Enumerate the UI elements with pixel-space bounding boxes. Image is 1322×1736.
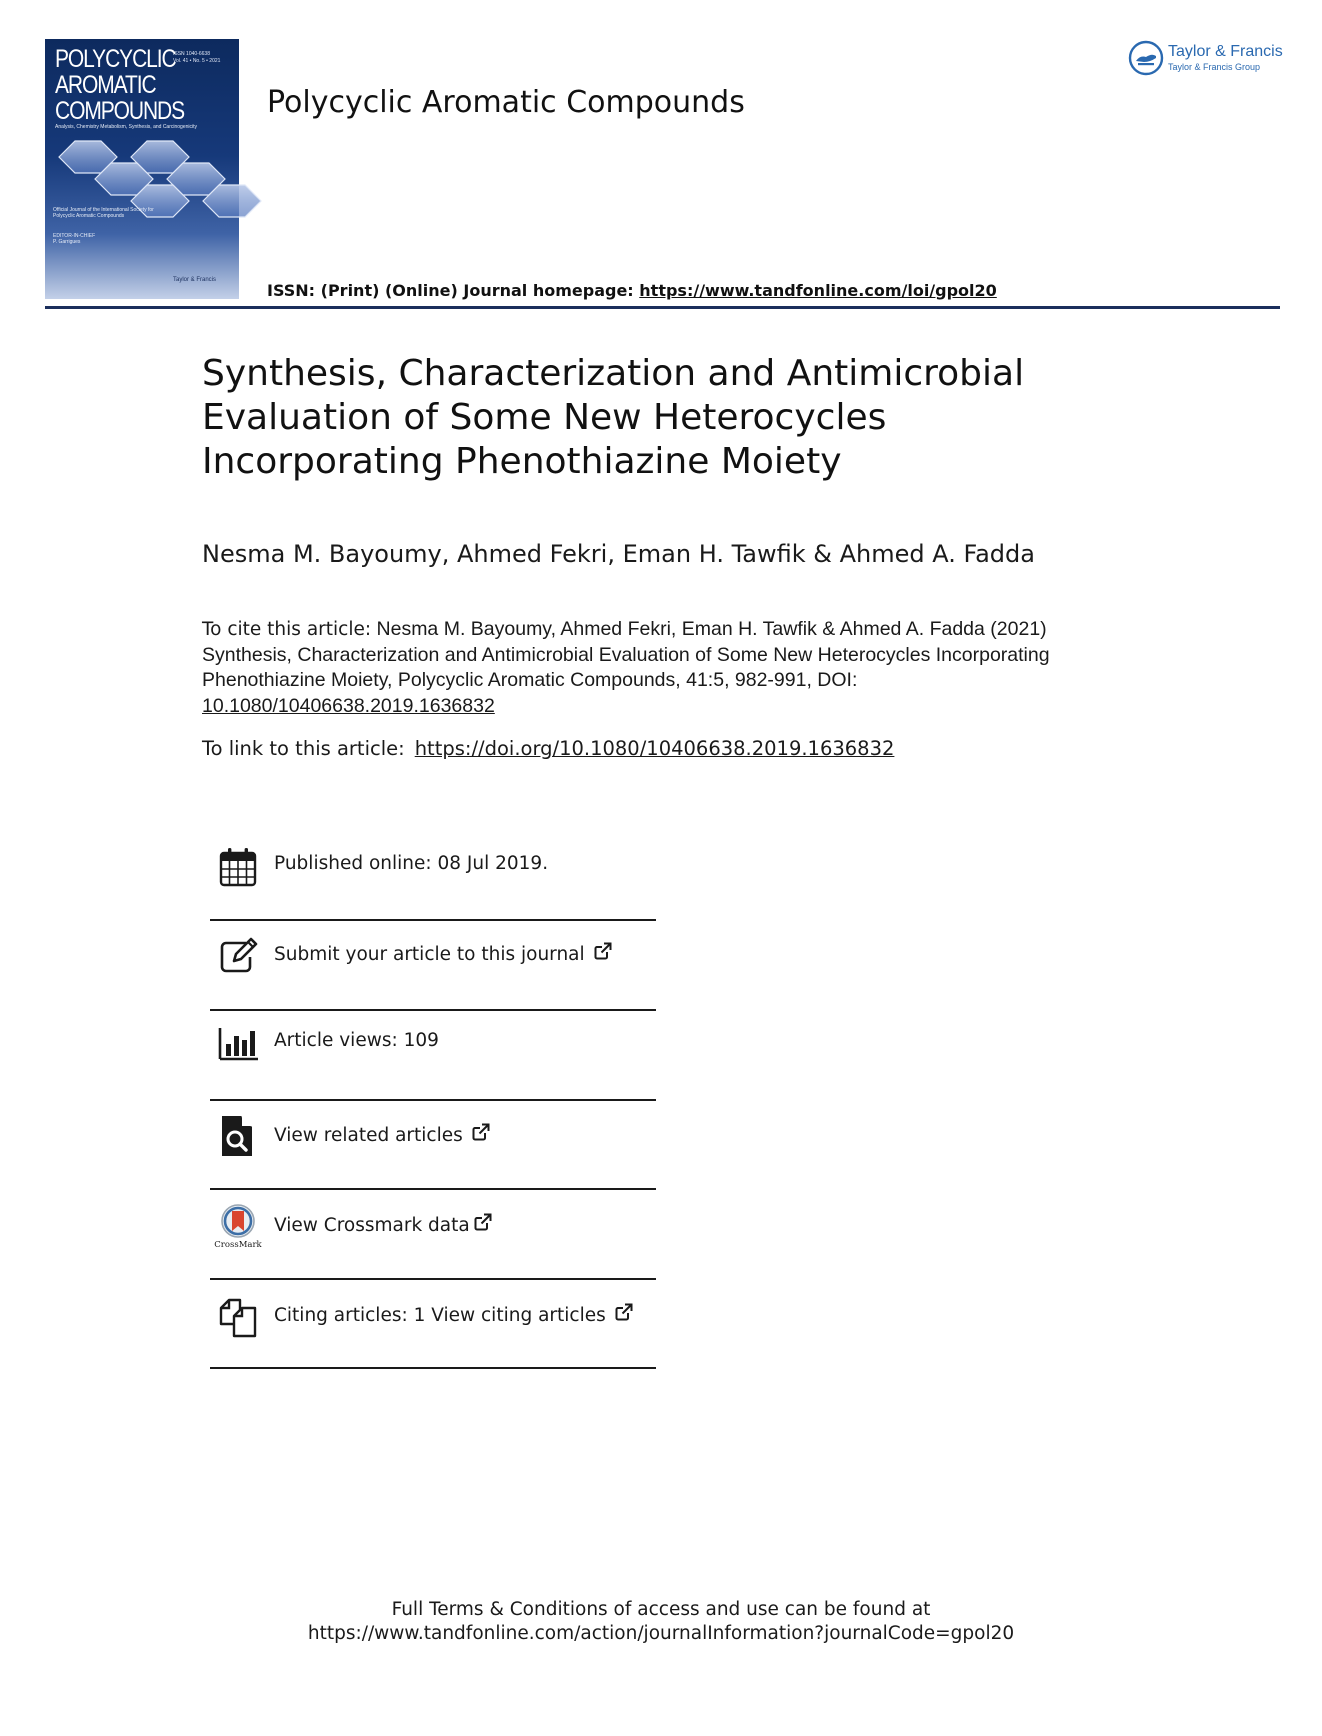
cover-editor (53, 233, 95, 245)
published-online-row (210, 845, 656, 891)
row-divider (210, 919, 656, 921)
issn-line (267, 281, 997, 300)
cover-publisher: Taylor & Francis (173, 277, 217, 283)
row-divider (210, 1188, 656, 1190)
calendar-icon (218, 845, 258, 889)
header-divider (45, 306, 1280, 309)
related-articles-link[interactable] (210, 1114, 656, 1160)
taylor-francis-logo[interactable] (1128, 38, 1288, 78)
taylor-francis-lamp-icon (1128, 40, 1164, 76)
crossmark-text: View Crossmark data (274, 1215, 470, 1236)
submit-article-text: Submit your article to this journal (274, 944, 585, 965)
publisher-name: Taylor & Francis (1168, 43, 1283, 60)
terms-footer-line: Full Terms & Conditions of access and use can be found at (391, 1599, 931, 1620)
published-online-text: Published online: 08 Jul 2019. (274, 853, 549, 874)
article-views-text: Article views: 109 (274, 1030, 439, 1051)
cover-editor-name: P. Garrigues (53, 239, 81, 245)
submit-article-link[interactable] (210, 933, 656, 979)
external-link-icon (473, 1212, 493, 1232)
related-articles-label (274, 1122, 491, 1146)
citing-articles-text: Citing articles: 1 View citing articles (274, 1305, 606, 1326)
cite-text: Nesma M. Bayoumy, Ahmed Fekri, Eman H. Tawfik & Ahmed A. Fadda (2021) Synthesis, Characterization and Antimicrobial Evaluation of Some New Heterocycles Incorporating Phenothiazine Moiety, Polycyclic Aromatic Compounds, 41:5, 982-991, DOI: (202, 618, 1050, 691)
terms-footer (0, 1598, 1322, 1646)
citing-articles-icon (218, 1294, 258, 1338)
cite-label: To cite this article: (202, 619, 372, 640)
cover-title-line: AROMATIC (55, 71, 156, 99)
row-divider (210, 1367, 656, 1369)
external-link-icon (593, 941, 613, 961)
crossmark-label (274, 1212, 493, 1236)
article-authors: Nesma M. Bayoumy, Ahmed Fekri, Eman H. Tawfik & Ahmed A. Fadda (202, 540, 1035, 568)
cover-title-line: COMPOUNDS (55, 97, 185, 125)
cover-title (55, 45, 185, 125)
citing-articles-label (274, 1302, 634, 1326)
external-link-icon (471, 1122, 491, 1142)
submit-article-label (274, 941, 613, 965)
cover-meta (173, 51, 220, 65)
journal-homepage-link[interactable]: https://www.tandfonline.com/loi/gpol20 (639, 281, 997, 300)
cover-official-note: Official Journal of the International Society for Polycyclic Aromatic Compounds (53, 207, 154, 219)
terms-footer-url[interactable]: https://www.tandfonline.com/action/journalInformation?journalCode=gpol20 (307, 1623, 1015, 1644)
cover-volume: Vol. 41 • No. 5 • 2021 (173, 58, 221, 64)
citation-block (202, 617, 1082, 719)
document-search-icon (218, 1114, 258, 1158)
cover-issn: ISSN 1040-6638 (173, 51, 210, 57)
citing-articles-link[interactable] (210, 1294, 656, 1340)
journal-cover-image (45, 39, 239, 299)
publisher-group: Taylor & Francis Group (1168, 62, 1261, 72)
issn-text: ISSN: (Print) (Online) Journal homepage: (267, 281, 640, 300)
article-views-row (210, 1022, 656, 1068)
cover-editor-label: EDITOR-IN-CHIEF (53, 233, 96, 239)
article-doi-link[interactable]: https://doi.org/10.1080/10406638.2019.1636832 (414, 737, 895, 760)
external-link-icon (614, 1302, 634, 1322)
crossmark-icon (214, 1204, 262, 1250)
row-divider (210, 1009, 656, 1011)
article-title-line: Synthesis, Characterization and Antimicrobial (202, 353, 1025, 394)
article-link-row (202, 737, 894, 760)
crossmark-caption: CrossMark (214, 1240, 262, 1250)
row-divider (210, 1099, 656, 1101)
edit-icon (218, 933, 258, 977)
link-label: To link to this article: (202, 737, 405, 760)
cover-subtitle: Analysis, Chemistry Metabolism, Synthesis, and Carcinogenicity (55, 124, 197, 130)
cover-title-line: POLYCYCLIC (55, 45, 176, 73)
journal-title: Polycyclic Aromatic Compounds (267, 85, 745, 120)
article-title-line: Incorporating Phenothiazine Moiety (202, 441, 842, 482)
article-title (202, 352, 1102, 484)
related-articles-text: View related articles (274, 1125, 463, 1146)
cite-doi-link[interactable]: 10.1080/10406638.2019.1636832 (202, 694, 495, 717)
article-title-line: Evaluation of Some New Heterocycles (202, 397, 887, 438)
row-divider (210, 1278, 656, 1280)
bar-chart-icon (218, 1022, 258, 1066)
crossmark-link[interactable] (210, 1204, 656, 1250)
